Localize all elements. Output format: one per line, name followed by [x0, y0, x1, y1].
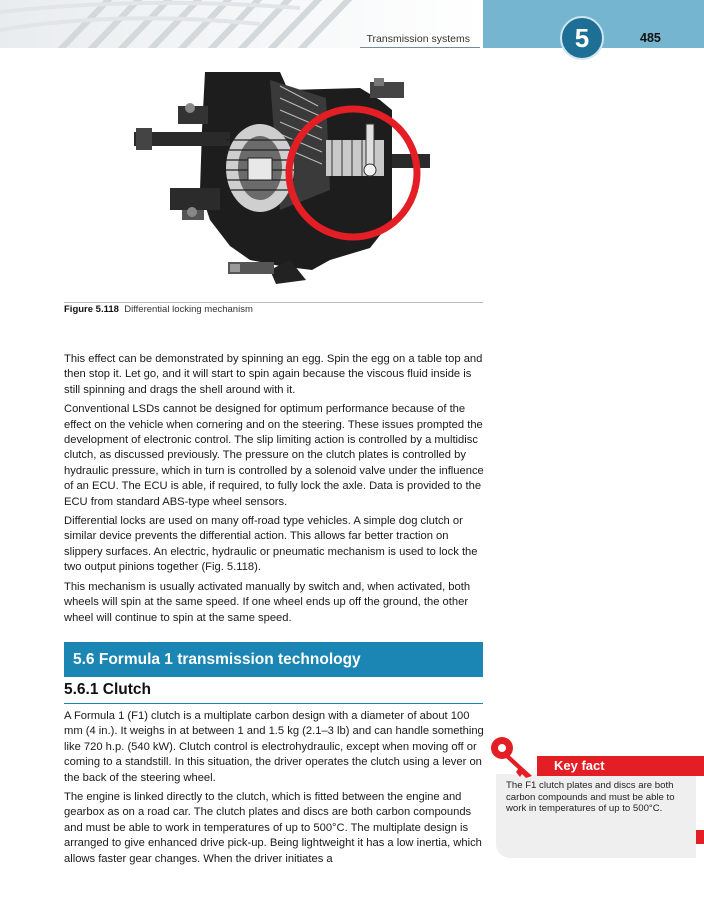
paragraph: The engine is linked directly to the clutch, which is fitted between the engine and gearbox as on a road car. The clutch plates and discs are both carbon compounds and must be able to work in temperatures of up to 500°C. The multiplate design is arranged to give enhanced drive pick-up. Being lightweight it has a low inertia, which allows faster gear changes. When the driver initiates a: [64, 791, 482, 865]
paragraph: This effect can be demonstrated by spinning an egg. Spin the egg on a table top and then stop it. Let go, and it will start to spin again because the viscous fluid inside is still spinning and drags the shell around with it.: [64, 353, 483, 396]
running-title: Transmission systems: [366, 33, 470, 45]
figure-rule: [64, 302, 483, 303]
section-heading: 5.6 Formula 1 transmission technology: [64, 642, 483, 677]
chapter-number-badge: 5: [560, 16, 604, 60]
differential-lock-figure: [130, 70, 430, 288]
body-text-bottom: [64, 709, 484, 871]
key-icon: [488, 734, 540, 780]
header-rule: [360, 47, 480, 48]
figure-label: Figure 5.118: [64, 304, 119, 315]
differential-drawing: [130, 70, 430, 288]
page-number: 485: [640, 31, 661, 45]
key-fact-title: Key fact: [537, 756, 704, 776]
key-fact-text: The F1 clutch plates and discs are both carbon compounds and must be able to work in temperatures of up to 500°C.: [506, 780, 675, 814]
paragraph: This mechanism is usually activated manually by switch and, when activated, both wheels will spin at the same speed. If one wheel ends up off the ground, the other wheel will continue to spin at the same speed.: [64, 580, 471, 624]
body-text-top: [64, 352, 484, 630]
subsection-heading: 5.6.1 Clutch: [64, 681, 483, 704]
paragraph: Differential locks are used on many off-road type vehicles. A simple dog clutch or similar device prevents the differential action. This allows far better traction on slippery surfaces. An electric, hydraulic or pneumatic mechanism is used to lock the two output pinions together (Fig. 5.118).: [64, 515, 478, 574]
figure-caption: [64, 304, 253, 315]
paragraph: Conventional LSDs cannot be designed for optimum performance because of the effect on the vehicle when cornering and on the steering. These issues prompted the development of electronic control. The slip limiting action is controlled by a multidisc clutch, as discussed previously. The pressure on the clutch plates is controlled by hydraulic pressure, which in turn is controlled by a solenoid valve under the influence of an ECU. The ECU is able, if required, to fully lock the axle. Data is provided to the ECU from standard ABS-type wheel sensors.: [64, 403, 484, 508]
paragraph: A Formula 1 (F1) clutch is a multiplate carbon design with a diameter of about 100 mm (4 in.). It weighs in at between 1 and 1.5 kg (2.1–3 lb) and can handle something like 720 h.p. (540 kW). Clutch control is electrohydraulic, except when moving off or coming to a standstill. In this situation, the driver operates the clutch using a lever on the back of the steering wheel.: [64, 710, 484, 784]
figure-caption-text: Differential locking mechanism: [124, 304, 253, 315]
